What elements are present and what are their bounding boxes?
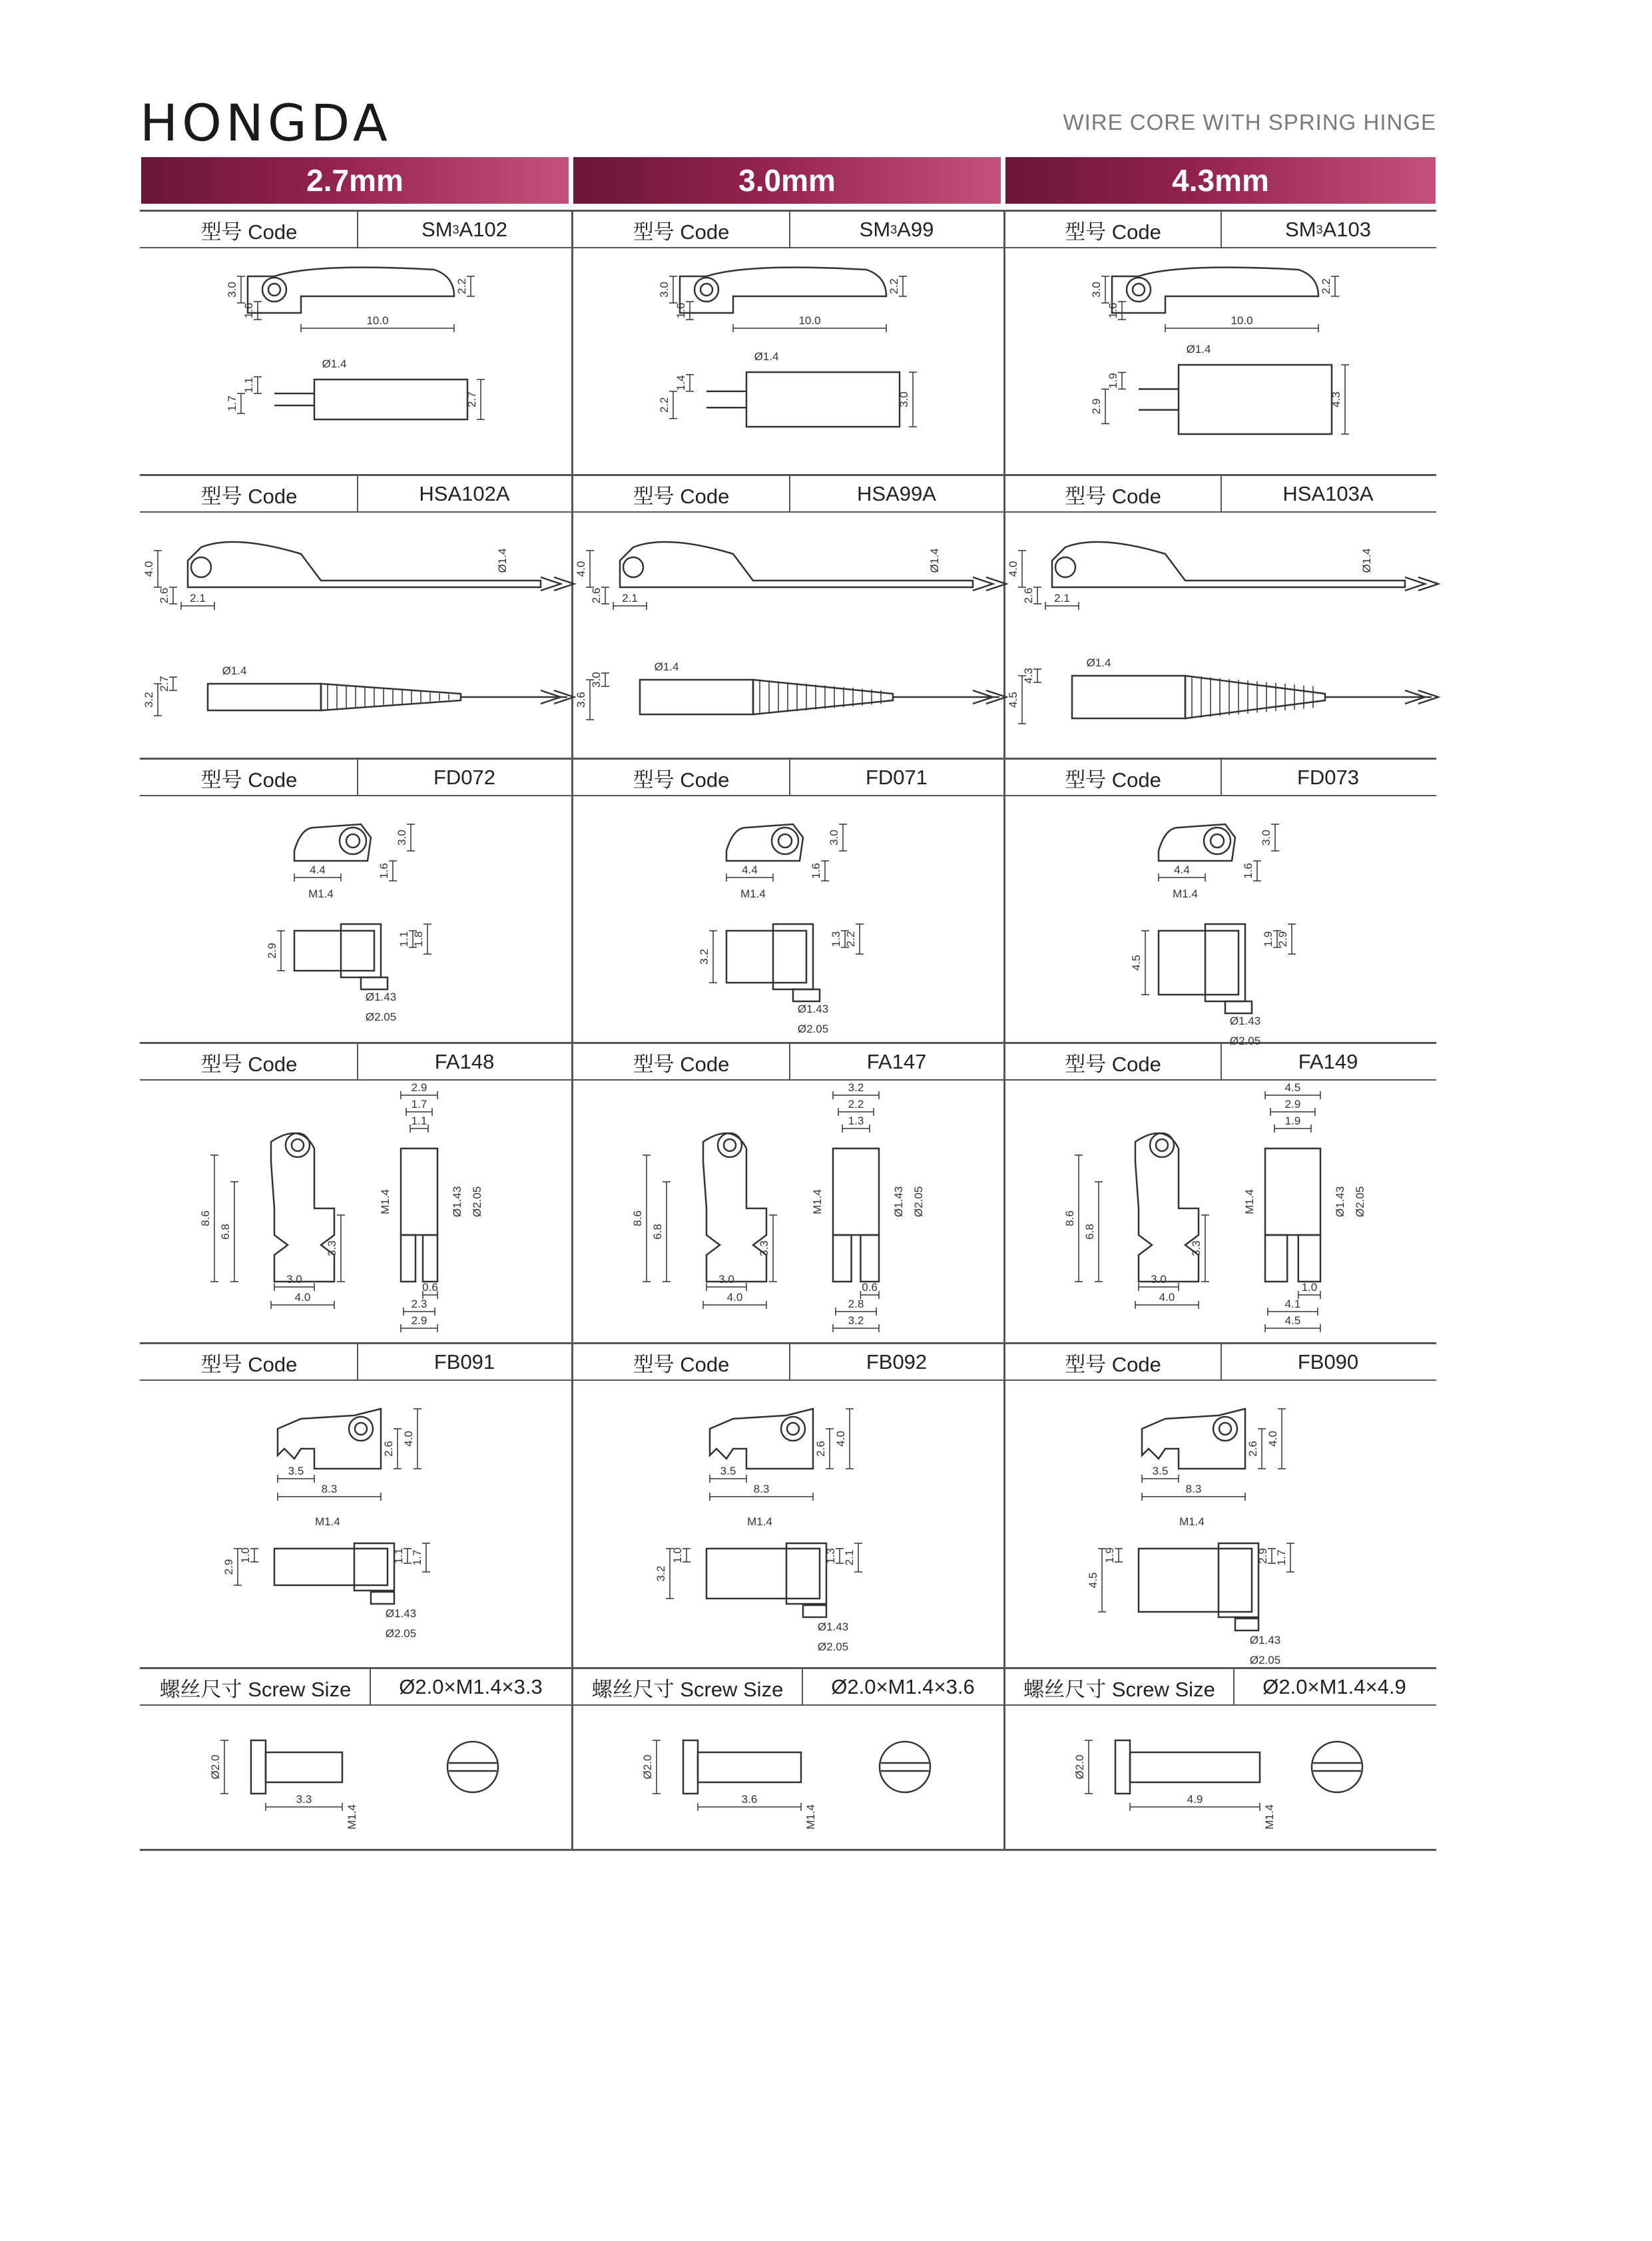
- dim-t2: 2.9: [1284, 1098, 1301, 1111]
- dim-offset: 2.1: [622, 592, 638, 605]
- dim-pin-top: 1.9: [1107, 373, 1119, 389]
- dim-t1: 3.2: [848, 1081, 864, 1094]
- dim-v: 3.3: [1190, 1240, 1203, 1256]
- side-body-outline: [314, 379, 467, 419]
- hole-inner: [1211, 834, 1224, 848]
- code-value: [357, 211, 572, 248]
- hole-outline: [623, 557, 643, 577]
- dim-lower: 1.6: [675, 302, 687, 319]
- dim-diameter: Ø1.4: [654, 660, 679, 673]
- hole-outline: [349, 1417, 373, 1441]
- screw-head: [1115, 1740, 1130, 1794]
- screw-drawing: [141, 1707, 572, 1846]
- dim-diameter: Ø1.4: [322, 358, 347, 370]
- dim-thread: M1.4: [811, 1189, 824, 1214]
- dim-thread: M1.4: [1179, 1515, 1205, 1528]
- size-header-3: 4.3mm: [1005, 157, 1436, 204]
- fa-leg: [423, 1235, 437, 1282]
- side-body-outline: [1179, 365, 1332, 434]
- code-value: FB092: [866, 1350, 928, 1373]
- code-value: FB091: [433, 1350, 495, 1373]
- dim-lower: 2.6: [1022, 587, 1035, 604]
- fb-screw-head: [371, 1592, 394, 1604]
- dim-body-height: 4.3: [1330, 391, 1342, 407]
- code-label: 型号 Code: [200, 484, 298, 508]
- fd-side-body: [294, 931, 374, 971]
- dim-d1: Ø1.43: [1229, 1015, 1261, 1027]
- dim-e: 1.3: [830, 931, 842, 947]
- dim-lower: 1.6: [1107, 302, 1119, 319]
- hinge-body-outline: [680, 268, 886, 313]
- dim-h: 3.2: [655, 1565, 667, 1582]
- dim-d2: Ø2.05: [1249, 1654, 1281, 1666]
- sm-hinge-drawing: [1005, 250, 1436, 471]
- dim-g: 3.2: [698, 949, 710, 965]
- dim-c: 3.0: [1260, 830, 1272, 846]
- hsa-hinge-drawing: [573, 514, 1004, 755]
- dim-d2: Ø2.05: [1229, 1035, 1261, 1047]
- dim-head-diameter: Ø2.0: [209, 1754, 222, 1780]
- size-header-1: 2.7mm: [141, 157, 569, 204]
- dim-d2: Ø2.05: [912, 1186, 925, 1218]
- hole-outline: [718, 1133, 742, 1157]
- screw-drawing: [573, 1707, 1004, 1846]
- code-label: 型号 Code: [1065, 1052, 1161, 1076]
- dim-pin-span: 1.7: [226, 395, 238, 411]
- screw-head: [251, 1740, 266, 1794]
- dim-height: 3.0: [226, 282, 238, 298]
- dim-t3: 1.3: [848, 1115, 864, 1127]
- dim-g: 1.7: [411, 1549, 423, 1566]
- hsa-hinge-drawing: [141, 514, 572, 755]
- fd-screw-head: [361, 977, 388, 989]
- dim-pin-top: 1.4: [675, 375, 687, 391]
- dim-diameter: Ø1.4: [1086, 656, 1111, 669]
- dim-d1: Ø1.43: [817, 1620, 849, 1633]
- fd-hinge-drawing: [141, 798, 572, 1039]
- dim-height: 3.0: [1090, 282, 1103, 298]
- fa-hinge-drawing: [573, 1082, 1004, 1340]
- hole-inner: [1133, 284, 1145, 296]
- dim-h2: 6.8: [1083, 1224, 1096, 1240]
- dim-s1: 0.6: [862, 1281, 878, 1294]
- dim-b: 1.6: [1242, 863, 1254, 879]
- dim-d1: Ø1.43: [892, 1186, 905, 1218]
- dim-length: 10.0: [798, 314, 821, 327]
- dim-end: 2.2: [888, 278, 900, 294]
- dim-pin-span: 2.9: [1090, 398, 1103, 415]
- dim-a: 3.5: [720, 1465, 736, 1477]
- code-label: 型号 Code: [633, 220, 730, 244]
- dim-d1: Ø1.43: [385, 1607, 417, 1620]
- dim-b: 8.3: [321, 1483, 338, 1495]
- hsa-hinge-drawing: [1005, 514, 1436, 755]
- dim-screw-length: 3.3: [296, 1793, 312, 1806]
- side-body-outline: [746, 372, 900, 427]
- dim-w2: 4.0: [294, 1291, 311, 1304]
- fb-hinge-drawing: [1005, 1382, 1436, 1664]
- screw-end-view: [447, 1742, 498, 1792]
- dim-s2: 2.3: [411, 1298, 427, 1310]
- hinge-body-outline: [248, 268, 454, 313]
- dim-c: 2.6: [814, 1441, 827, 1457]
- code-label: 螺丝尺寸 Screw Size: [1023, 1677, 1215, 1701]
- dim-w1: 3.0: [718, 1273, 734, 1286]
- code-label: 型号 Code: [633, 484, 730, 508]
- fb-side-body: [274, 1549, 388, 1585]
- hole-inner: [1219, 1423, 1231, 1435]
- dim-d2: Ø2.05: [365, 1011, 397, 1023]
- code-label: 型号 Code: [633, 1052, 730, 1076]
- dim-t2: 2.2: [848, 1098, 864, 1111]
- dim-body-height: 3.6: [575, 692, 587, 708]
- screw-head: [683, 1740, 698, 1794]
- fd-side-body: [1159, 931, 1239, 995]
- code-value: FD073: [1296, 766, 1360, 789]
- dim-body-height: 4.5: [1007, 692, 1019, 708]
- dim-d1: Ø1.43: [797, 1003, 829, 1015]
- dim-d1: Ø1.43: [1334, 1186, 1346, 1218]
- dim-d2: Ø2.05: [817, 1640, 849, 1653]
- hole-outline: [1127, 278, 1151, 302]
- size-header-2: 3.0mm: [573, 157, 1001, 204]
- dim-a: 4.4: [1174, 864, 1190, 876]
- screw-shank: [698, 1752, 801, 1782]
- code-label: 型号 Code: [200, 1352, 298, 1376]
- dim-c: 3.0: [396, 830, 408, 846]
- hole-outline: [1213, 1417, 1237, 1441]
- dim-thread: M1.4: [379, 1189, 392, 1214]
- dim-diameter: Ø1.4: [1186, 343, 1211, 356]
- tip-arrow: [541, 577, 574, 591]
- code-label: 型号 Code: [1065, 220, 1161, 244]
- fa-side-body: [833, 1148, 879, 1235]
- dim-d: 4.0: [1266, 1431, 1279, 1447]
- hsa-side-body: [208, 684, 321, 710]
- dim-thread: M1.4: [1243, 1189, 1256, 1214]
- dim-thread: M1.4: [804, 1804, 817, 1830]
- dim-end: 2.2: [1320, 278, 1332, 294]
- code-value: FD072: [433, 766, 496, 789]
- dim-thread: M1.4: [1263, 1804, 1276, 1830]
- hole-outline: [1055, 557, 1075, 577]
- fa-leg: [401, 1235, 415, 1282]
- dim-w1: 3.0: [1151, 1273, 1167, 1286]
- fd-hinge-drawing: [573, 798, 1004, 1039]
- dim-f: 2.9: [1276, 931, 1289, 947]
- code-value: FB090: [1297, 1350, 1359, 1373]
- dim-f: 2.2: [844, 931, 857, 947]
- fa-leg: [1298, 1235, 1320, 1282]
- hole-inner: [787, 1423, 799, 1435]
- dim-t3: 1.1: [411, 1115, 427, 1127]
- hole-inner: [724, 1139, 736, 1151]
- dim-e: 1.9: [1103, 1547, 1116, 1563]
- dim-e: 1.0: [239, 1547, 252, 1563]
- dim-f: 1.8: [412, 931, 425, 947]
- dim-t3: 1.9: [1284, 1115, 1301, 1127]
- fa-leg: [833, 1235, 852, 1282]
- dim-body-height: 3.2: [142, 692, 155, 708]
- fd-side-body: [726, 931, 806, 983]
- dim-s2: 4.1: [1284, 1298, 1301, 1310]
- sm-hinge-drawing: [141, 250, 572, 471]
- dim-pin-top: 4.3: [1022, 668, 1035, 684]
- dim-t1: 4.5: [1284, 1081, 1301, 1094]
- dim-thread: M1.4: [747, 1515, 772, 1528]
- dim-lower: 1.6: [242, 302, 255, 319]
- code-value: Ø2.0×M1.4×4.9: [1262, 1675, 1406, 1698]
- dim-thread: M1.4: [308, 887, 334, 900]
- hole-inner: [268, 284, 280, 296]
- dim-d2: Ø2.05: [1354, 1186, 1366, 1218]
- fb-side-body: [1139, 1549, 1252, 1612]
- dim-b: 1.6: [378, 863, 390, 879]
- fd-hinge-drawing: [1005, 798, 1436, 1047]
- dim-height: 4.0: [575, 561, 587, 577]
- fa-hinge-drawing: [1005, 1082, 1436, 1340]
- fd-screw-head: [793, 989, 820, 1001]
- dim-d2: Ø2.05: [797, 1023, 829, 1035]
- dim-d2: Ø2.05: [385, 1627, 417, 1640]
- fb-screw-head: [803, 1605, 826, 1617]
- code-value: HSA99A: [857, 482, 936, 505]
- dim-length: 10.0: [366, 314, 389, 327]
- hole-inner: [700, 284, 712, 296]
- dim-s1: 0.6: [422, 1281, 438, 1294]
- code-label: 型号 Code: [200, 768, 298, 792]
- dim-thread: M1.4: [346, 1804, 358, 1830]
- dim-height: 4.0: [1007, 561, 1019, 577]
- dim-screw-length: 3.6: [741, 1793, 758, 1806]
- dim-e: 1.1: [398, 931, 410, 947]
- code-superscript: 3: [890, 222, 898, 236]
- dim-g: 1.7: [1275, 1549, 1288, 1566]
- dim-thread: M1.4: [1173, 887, 1198, 900]
- code-value: FA149: [1298, 1050, 1358, 1073]
- hole-inner: [778, 834, 792, 848]
- code-value: [789, 211, 1004, 248]
- code-label: 螺丝尺寸 Screw Size: [159, 1677, 352, 1701]
- tip-arrow: [1405, 577, 1438, 591]
- sm-hinge-drawing: [573, 250, 1004, 471]
- dim-e: 1.9: [1262, 931, 1274, 947]
- dim-c: 3.0: [828, 830, 840, 846]
- fa-side-body: [401, 1148, 437, 1235]
- dim-body-height: 3.0: [898, 391, 910, 407]
- code-label: 型号 Code: [200, 220, 298, 244]
- dim-b: 8.3: [1185, 1483, 1202, 1495]
- dim-b: 8.3: [753, 1483, 770, 1495]
- dim-head-diameter: Ø2.0: [1073, 1754, 1086, 1780]
- hinge-body-outline: [1112, 268, 1318, 313]
- dim-w2: 4.0: [1159, 1291, 1175, 1304]
- dim-d: 4.0: [402, 1431, 415, 1447]
- code-label: 型号 Code: [1065, 768, 1161, 792]
- dim-pin-top: 3.0: [590, 672, 603, 688]
- dim-diameter: Ø1.4: [754, 350, 779, 363]
- screw-end-view: [1312, 1742, 1362, 1792]
- dim-thread: M1.4: [315, 1515, 340, 1528]
- hole-outline: [340, 828, 366, 854]
- dim-offset: 2.1: [1054, 592, 1070, 605]
- fd-screw-head: [1225, 1001, 1252, 1013]
- hole-inner: [292, 1139, 304, 1151]
- dim-height: 4.0: [142, 561, 155, 577]
- dim-h2: 6.8: [651, 1224, 664, 1240]
- dim-h1: 8.6: [631, 1210, 644, 1226]
- dim-height: 3.0: [658, 282, 671, 298]
- dim-diameter: Ø1.4: [222, 664, 247, 677]
- code-value: FD071: [865, 766, 928, 789]
- code-label: 型号 Code: [1065, 1352, 1161, 1376]
- dim-body-height: 2.7: [465, 391, 478, 407]
- dim-d: 4.0: [834, 1431, 847, 1447]
- code-superscript: 3: [1316, 222, 1323, 236]
- dim-h2: 6.8: [219, 1224, 232, 1240]
- screw-drawing: [1005, 1707, 1436, 1846]
- dim-s3: 2.9: [411, 1314, 427, 1327]
- hsa-body-outline: [188, 542, 541, 587]
- fa-hinge-drawing: [141, 1082, 572, 1340]
- code-label: 型号 Code: [200, 1052, 298, 1076]
- dim-pin-top: 2.7: [158, 676, 170, 692]
- fb-screw-head: [1235, 1618, 1258, 1630]
- dim-h1: 8.6: [199, 1210, 212, 1226]
- dim-pin-span: 2.2: [658, 397, 671, 413]
- dim-a: 4.4: [742, 864, 758, 876]
- dim-head-diameter: Ø2.0: [641, 1754, 654, 1780]
- code-label: 螺丝尺寸 Screw Size: [591, 1677, 784, 1701]
- dim-a: 4.4: [310, 864, 326, 876]
- dim-g: 4.5: [1130, 955, 1143, 971]
- dim-c: 2.6: [382, 1441, 395, 1457]
- dim-d1: Ø1.43: [365, 991, 397, 1003]
- dim-lower: 2.6: [158, 587, 170, 604]
- hole-outline: [191, 557, 211, 577]
- code-value: HSA102A: [419, 482, 510, 505]
- code-value: Ø2.0×M1.4×3.3: [399, 1675, 543, 1698]
- dim-pin-top: 1.1: [242, 377, 255, 393]
- hole-inner: [355, 1423, 367, 1435]
- code-suffix: A102: [459, 218, 507, 241]
- dim-a: 3.5: [288, 1465, 304, 1477]
- fa-leg: [1265, 1235, 1287, 1282]
- dim-s1: 1.0: [1301, 1281, 1318, 1294]
- dim-v: 3.3: [758, 1240, 770, 1256]
- dim-wire-diameter: Ø1.4: [1360, 548, 1373, 573]
- dim-e: 1.0: [671, 1547, 684, 1563]
- hsa-side-body: [1072, 676, 1185, 718]
- dim-thread: M1.4: [740, 887, 766, 900]
- code-label: 型号 Code: [633, 768, 730, 792]
- hole-outline: [772, 828, 798, 854]
- tip-arrow: [973, 577, 1006, 591]
- brand-logo: HONGDA: [140, 93, 392, 152]
- code-value: FA148: [434, 1050, 495, 1073]
- hole-inner: [1156, 1139, 1168, 1151]
- hole-inner: [346, 834, 360, 848]
- code-superscript: 3: [452, 222, 459, 236]
- dim-offset: 2.1: [190, 592, 206, 605]
- dim-h: 2.9: [222, 1559, 235, 1575]
- dim-w1: 3.0: [286, 1273, 302, 1286]
- code-value: Ø2.0×M1.4×3.6: [831, 1675, 975, 1698]
- dim-end: 2.2: [455, 278, 468, 294]
- dim-t1: 2.9: [411, 1081, 427, 1094]
- code-prefix: SM: [421, 218, 453, 241]
- fb-side-body: [706, 1549, 820, 1599]
- fa-side-body: [1265, 1148, 1320, 1235]
- dim-f: 1.1: [392, 1548, 405, 1564]
- dim-h1: 8.6: [1063, 1210, 1076, 1226]
- code-label: 型号 Code: [633, 1352, 730, 1376]
- page-subtitle: WIRE CORE WITH SPRING HINGE: [1063, 110, 1436, 134]
- dim-c: 2.6: [1246, 1441, 1259, 1457]
- screw-end-view: [880, 1742, 930, 1792]
- code-value: FA147: [866, 1050, 927, 1073]
- code-suffix: A99: [897, 218, 934, 241]
- hole-outline: [694, 278, 718, 302]
- dim-t2: 1.7: [411, 1098, 427, 1111]
- dim-w2: 4.0: [726, 1291, 743, 1304]
- dim-s3: 3.2: [848, 1314, 864, 1327]
- screw-shank: [1130, 1752, 1260, 1782]
- fb-hinge-drawing: [573, 1382, 1004, 1664]
- fa-leg: [860, 1235, 879, 1282]
- hsa-body-outline: [1052, 542, 1405, 587]
- code-suffix: A103: [1322, 218, 1371, 241]
- hole-outline: [781, 1417, 805, 1441]
- code-prefix: SM: [859, 218, 891, 241]
- dim-f: 2.9: [1256, 1548, 1269, 1564]
- hsa-body-outline: [620, 542, 973, 587]
- dim-screw-length: 4.9: [1187, 1793, 1203, 1806]
- dim-h: 4.5: [1087, 1572, 1099, 1589]
- dim-lower: 2.6: [590, 587, 603, 604]
- dim-v: 3.3: [326, 1240, 338, 1256]
- hole-outline: [286, 1133, 310, 1157]
- table-bottom-rule: [140, 1849, 1436, 1851]
- dim-wire-diameter: Ø1.4: [496, 548, 509, 573]
- dim-s3: 4.5: [1284, 1314, 1301, 1327]
- hole-outline: [1204, 828, 1231, 854]
- dim-s2: 2.8: [848, 1298, 864, 1310]
- dim-g: 2.9: [266, 943, 278, 959]
- dim-g: 2.1: [843, 1549, 856, 1566]
- code-prefix: SM: [1285, 218, 1316, 241]
- hole-outline: [262, 278, 286, 302]
- dim-b: 1.6: [810, 863, 822, 879]
- fb-hinge-drawing: [141, 1382, 572, 1664]
- hole-outline: [1150, 1133, 1174, 1157]
- dim-d1: Ø1.43: [451, 1186, 463, 1218]
- dim-length: 10.0: [1231, 314, 1253, 327]
- dim-d1: Ø1.43: [1249, 1634, 1281, 1646]
- code-label: 型号 Code: [1065, 484, 1161, 508]
- dim-a: 3.5: [1152, 1465, 1169, 1477]
- hsa-side-body: [640, 680, 753, 714]
- dim-wire-diameter: Ø1.4: [928, 548, 941, 573]
- screw-shank: [266, 1752, 342, 1782]
- dim-f: 1.3: [824, 1548, 837, 1564]
- code-value: [1221, 211, 1436, 248]
- code-value: HSA103A: [1282, 482, 1374, 505]
- dim-d2: Ø2.05: [471, 1186, 483, 1218]
